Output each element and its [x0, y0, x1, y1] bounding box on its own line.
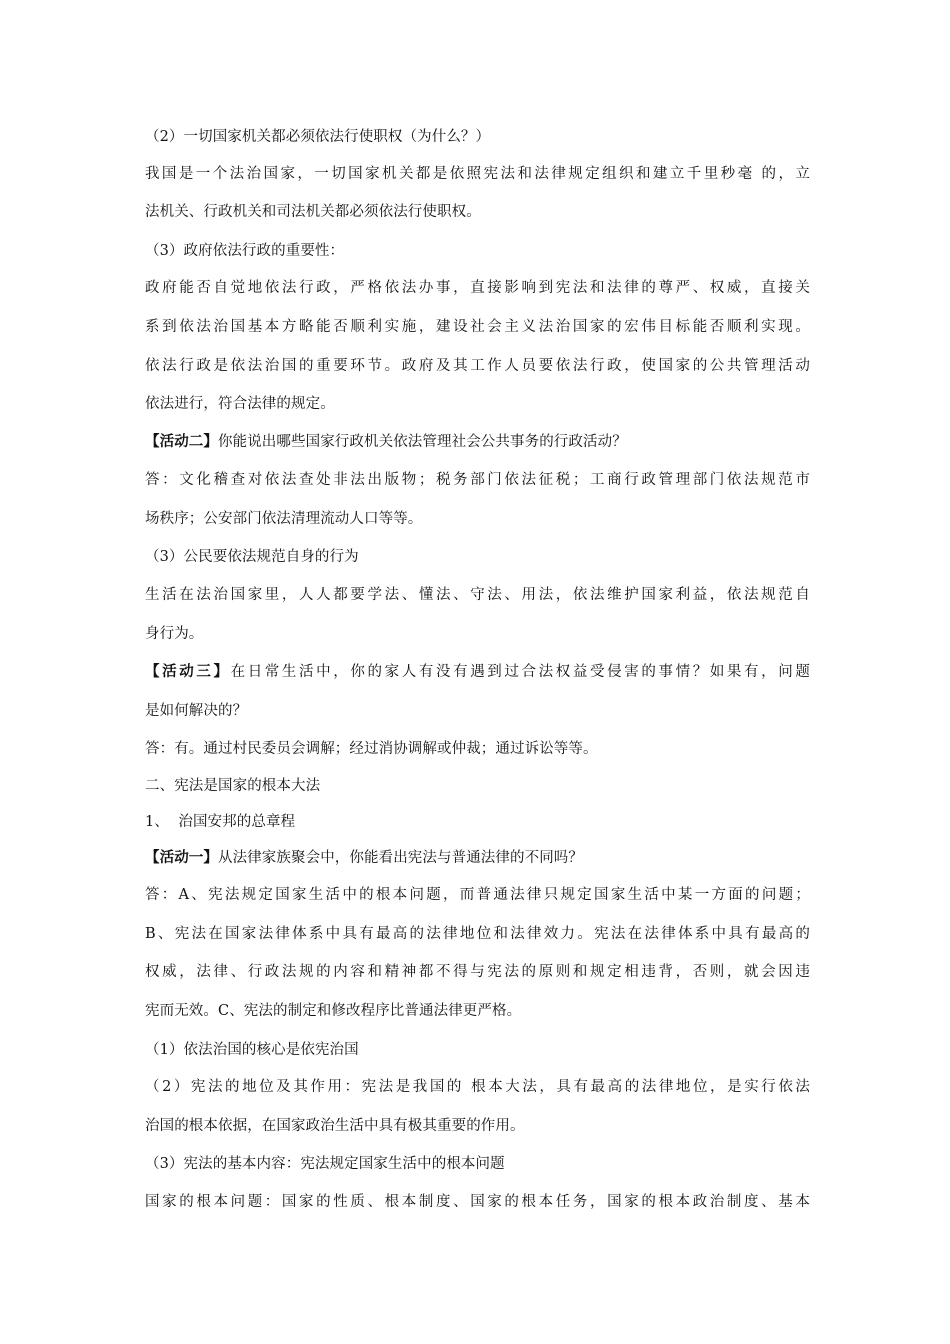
answer-line: 答：文化稽查对依法查处非法出版物；税务部门依法征税；工商行政管理部门依法规范市 [145, 472, 810, 488]
section-heading-constitution: 二、宪法是国家的根本大法 [145, 778, 321, 794]
paragraph-line: 法机关、行政机关和司法机关都必须依法行使职权。 [145, 204, 481, 220]
answer-line: 答：有。通过村民委员会调解；经过消协调解或仲裁；通过诉讼等等。 [145, 741, 598, 757]
paragraph-line: 依法行政是依法治国的重要环节。政府及其工作人员要依法行政，使国家的公共管理活动 [145, 358, 810, 374]
point-constitution-content: （3）宪法的基本内容：宪法规定国家生活中的根本问题 [145, 1156, 505, 1172]
activity-three-question: 【活动三】在日常生活中，你的家人有没有遇到过合法权益受侵害的事情？如果有，问题 [145, 663, 810, 680]
point-constitution-status: （2）宪法的地位及其作用：宪法是我国的 根本大法，具有最高的法律地位，是实行依法 [145, 1079, 810, 1095]
heading-citizen-behavior: （3）公民要依法规范自身的行为 [145, 549, 359, 565]
answer-line: B、宪法在国家法律体系中具有最高的法律地位和法律效力。宪法在法律体系中具有最高的 [145, 926, 810, 942]
paragraph-line: 系到依法治国基本方略能否顺利实施，建设社会主义法治国家的宏伟目标能否顺利实现。 [145, 319, 810, 335]
heading-government-administration: （3）政府依法行政的重要性： [145, 243, 345, 259]
activity-label: 【活动一】 [145, 849, 218, 866]
paragraph-line: 身行为。 [145, 626, 204, 642]
heading-state-organs: （2）一切国家机关都必须依法行使职权（为什么？） [145, 129, 491, 145]
activity-two-question: 【活动二】你能说出哪些国家行政机关依法管理社会公共事务的行政活动？ [145, 433, 627, 450]
activity-label: 【活动三】 [145, 663, 231, 680]
point-rule-by-constitution: （1）依法治国的核心是依宪治国 [145, 1042, 359, 1058]
paragraph-line: 是如何解决的？ [145, 703, 248, 719]
activity-one-question: 【活动一】从法律家族聚会中，你能看出宪法与普通法律的不同吗？ [145, 849, 583, 866]
answer-line: 宪而无效。C、宪法的制定和修改程序比普通法律更严格。 [145, 1003, 522, 1019]
answer-line: 权威，法律、行政法规的内容和精神都不得与宪法的原则和规定相违背，否则，就会因违 [145, 964, 810, 980]
paragraph-line: 治国的根本依据，在国家政治生活中具有极其重要的作用。 [145, 1118, 525, 1134]
subsection-heading: 1、 治国安邦的总章程 [145, 814, 296, 830]
activity-label: 【活动二】 [145, 433, 218, 450]
answer-line: 答：A、宪法规定国家生活中的根本问题，而普通法律只规定国家生活中某一方面的问题； [145, 887, 810, 903]
paragraph-line: 生活在法治国家里，人人都要学法、懂法、守法、用法，依法维护国家利益，依法规范自 [145, 587, 810, 603]
paragraph-line: 我国是一个法治国家，一切国家机关都是依照宪法和法律规定组织和建立千里秒毫 的，立 [145, 166, 810, 182]
paragraph-line: 政府能否自觉地依法行政，严格依法办事，直接影响到宪法和法律的尊严、权威，直接关 [145, 280, 810, 296]
paragraph-line: 国家的根本问题：国家的性质、根本制度、国家的根本任务，国家的根本政治制度、基本 [145, 1194, 810, 1210]
answer-line: 场秩序；公安部门依法清理流动人口等等。 [145, 511, 423, 527]
paragraph-line: 依法进行，符合法律的规定。 [145, 396, 335, 412]
